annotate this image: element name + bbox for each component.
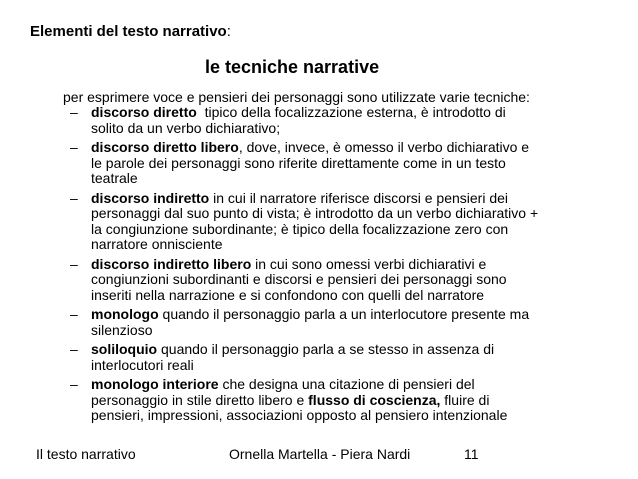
- bullet-dash: –: [70, 189, 78, 206]
- footer-title: Il testo narrativo: [36, 446, 136, 462]
- technique-term: discorso diretto libero: [91, 139, 239, 155]
- technique-description: personaggi dal suo punto di vista; è introdotto da un verbo dichiarativo +: [91, 205, 539, 221]
- bullet-dash: –: [70, 104, 78, 120]
- technique-term: discorso indiretto libero: [91, 255, 252, 272]
- technique-description: quando il personaggio parla a un interlocutore presente ma: [158, 306, 530, 322]
- list-item-line: [91, 342, 610, 358]
- technique-description: tipico della focalizzazione esterna, è introdotto di: [196, 104, 506, 120]
- technique-description: narratore onnisciente: [91, 236, 223, 252]
- technique-description: , dove, invece, è omesso il verbo dichiarativo e: [238, 139, 530, 155]
- list-item-text: [91, 342, 610, 373]
- list-item-line: [91, 171, 610, 187]
- technique-description: silenzioso: [91, 321, 153, 338]
- list-item-line: [91, 307, 610, 323]
- technique-description: pensieri, impressioni, associazioni opposto al pensiero intenzionale: [91, 407, 508, 423]
- bullet-dash: –: [70, 376, 78, 392]
- technique-description: personaggio in stile diretto libero e: [91, 391, 309, 408]
- page-number: 11: [464, 446, 479, 462]
- list-item-line: [91, 288, 610, 304]
- technique-description: in cui il narratore riferisce discorsi e pensieri dei: [209, 189, 509, 206]
- list-item-line: [91, 323, 610, 339]
- list-item-line: [91, 272, 610, 288]
- technique-term: discorso indiretto: [91, 189, 210, 206]
- list-item-text: [91, 307, 610, 338]
- list-item-line: [91, 206, 610, 222]
- list-item: [70, 257, 610, 304]
- list-item-text: [91, 140, 610, 187]
- list-item-text: [91, 105, 610, 136]
- list-item-line: [91, 191, 610, 207]
- list-item-line: [91, 156, 610, 172]
- technique-description: quando il personaggio parla a se stesso in assenza di: [157, 341, 495, 357]
- technique-description: che designa una citazione di pensieri del: [218, 376, 475, 392]
- technique-list: [70, 105, 610, 428]
- list-item-line: [91, 257, 610, 273]
- list-item-line: [91, 408, 610, 424]
- list-item-line: [91, 393, 610, 409]
- list-item: [70, 140, 610, 187]
- list-item-line: [91, 358, 610, 374]
- technique-description: la congiunzione subordinante; è tipico della focalizzazione zero con: [91, 220, 509, 237]
- technique-description: teatrale: [91, 170, 138, 186]
- intro-text: per esprimere voce e pensieri dei personaggi sono utilizzate varie tecniche:: [63, 89, 530, 105]
- technique-term: monologo interiore: [91, 376, 219, 392]
- list-item-line: [91, 222, 610, 238]
- footer-authors: Ornella Martella - Piera Nardi: [229, 446, 411, 462]
- bullet-dash: –: [70, 341, 78, 357]
- list-item: [70, 377, 610, 424]
- list-item-text: [91, 377, 610, 424]
- bullet-dash: –: [70, 255, 78, 272]
- technique-description: in cui sono omessi verbi dichiarativi e: [251, 255, 487, 272]
- technique-description: inseriti nella narrazione e si confondono con quelli del narratore: [91, 286, 485, 303]
- technique-description: le parole dei personaggi sono riferite direttamente come in un testo: [91, 154, 506, 171]
- list-item-line: [91, 377, 610, 393]
- technique-term: soliloquio: [91, 341, 158, 357]
- slide-subtitle: le tecniche narrative: [205, 57, 380, 77]
- list-item-text: [91, 257, 610, 304]
- list-item-line: [91, 105, 610, 121]
- slide-heading-title: Elementi del testo narrativo: [30, 23, 227, 40]
- list-item: [70, 105, 610, 136]
- bullet-dash: –: [70, 139, 78, 155]
- list-item-line: [91, 121, 610, 137]
- list-item: [70, 307, 610, 338]
- technique-description: solito da un verbo dichiarativo;: [91, 119, 281, 136]
- bullet-dash: –: [70, 306, 78, 322]
- list-item: [70, 342, 610, 373]
- list-item: [70, 191, 610, 253]
- technique-description: interlocutori reali: [91, 356, 194, 373]
- list-item-line: [91, 140, 610, 156]
- technique-description: congiunzioni subordinanti e discorsi e pensieri dei personaggi sono: [91, 271, 507, 287]
- list-item-text: [91, 191, 610, 253]
- list-item-line: [91, 237, 610, 253]
- technique-description: fluire di: [440, 391, 490, 408]
- technique-term: monologo: [91, 306, 159, 322]
- slide-heading: [30, 23, 231, 41]
- technique-term: flusso di coscienza,: [308, 391, 441, 408]
- slide-heading-colon: :: [226, 23, 231, 40]
- technique-term: discorso diretto: [91, 104, 197, 120]
